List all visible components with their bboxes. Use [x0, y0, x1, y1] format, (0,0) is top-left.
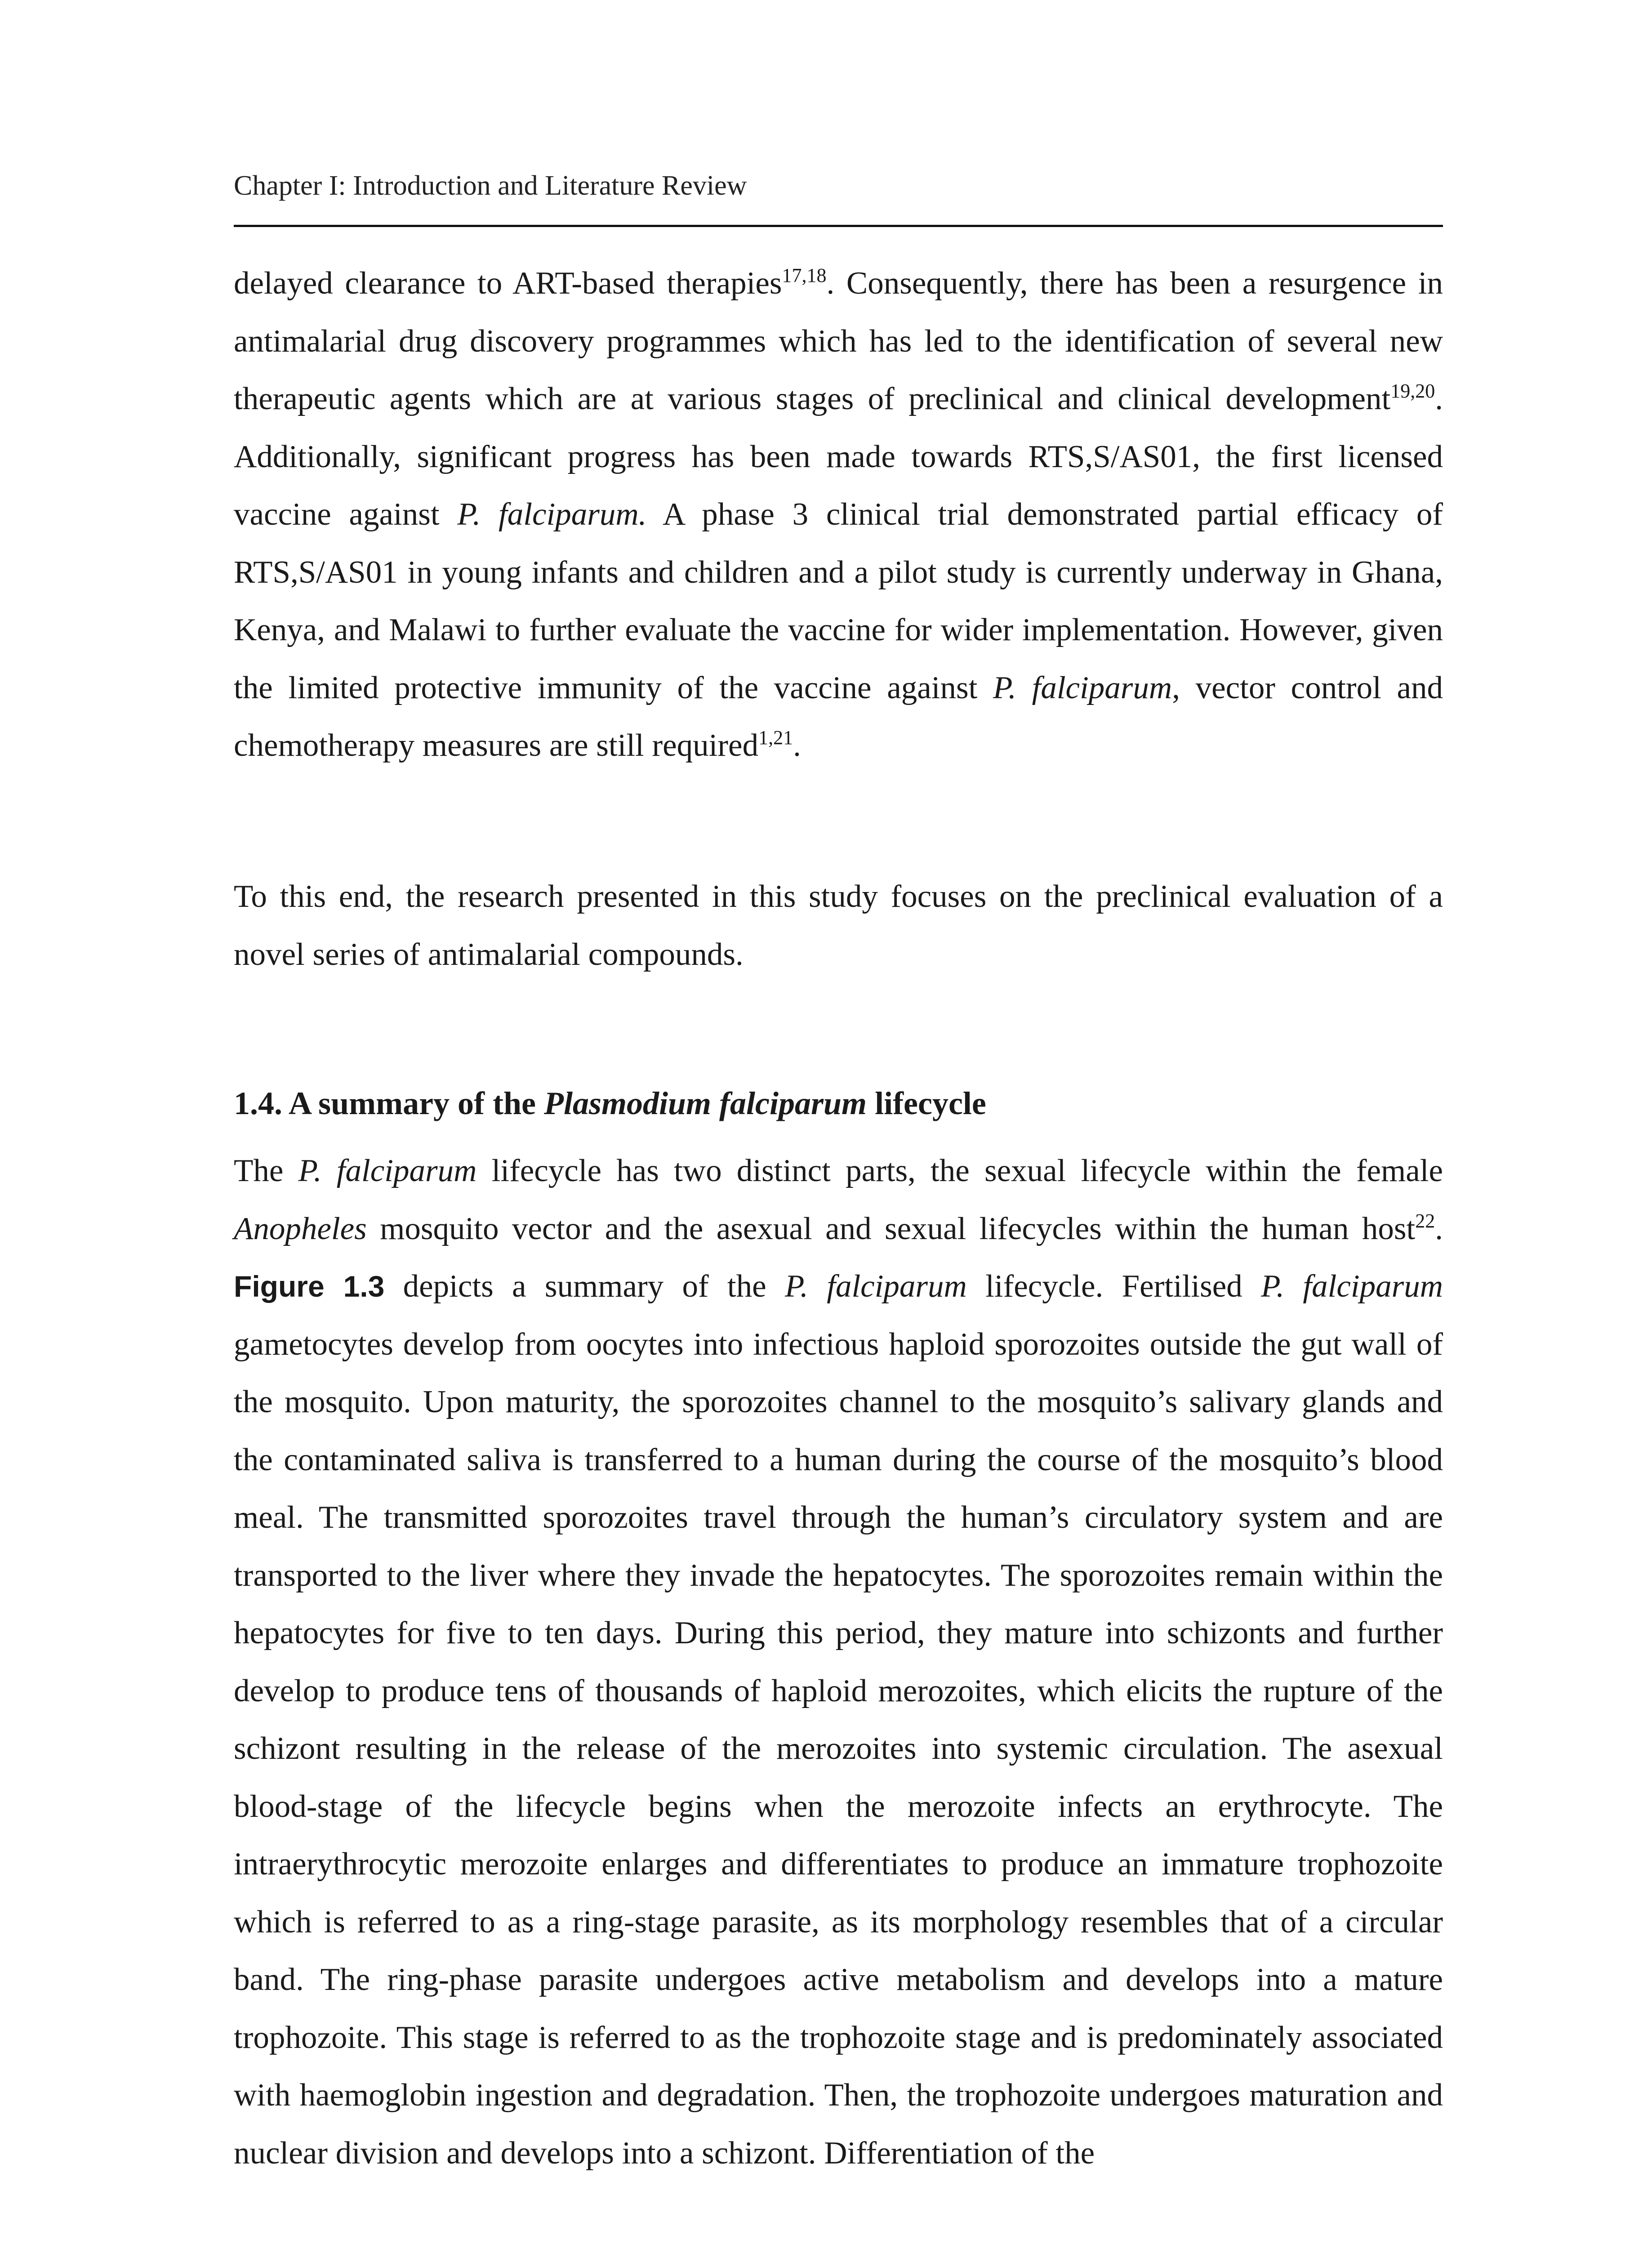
section-heading-prefix: 1.4. A summary of the [234, 1085, 544, 1121]
paragraph-text: . Consequently, there has been a resurgence in antimalarial drug discovery programmes which has led to the identification of several new therapeutic agents which are at various stages of preclinical and clinical development [234, 266, 1443, 416]
paragraph-text: gametocytes develop from oocytes into infectious haploid sporozoites outside the gut wall of the mosquito. Upon maturity, the sporozoites channel to the mosquito’s salivary glands and the contaminated saliva is transferred to a human during the course of the mosquito’s blood meal. The transmitted sporozoites travel through the human’s circulatory system and are transported to the liver where they invade the hepatocytes. The sporozoites remain within the hepatocytes for five to ten days. During this period, they mature into schizonts and further develop to produce tens of thousands of haploid merozoites, which elicits the rupture of the schizont resulting in the release of the merozoites into systemic circulation. The asexual blood-stage of the lifecycle begins when the merozoite infects an erythrocyte. The intraerythrocytic merozoite enlarges and differentiates to produce an immature trophozoite which is referred to as a ring-stage parasite, as its morphology resembles that of a circular band. The ring-phase parasite undergoes active metabolism and develops into a mature trophozoite. This stage is referred to as the trophozoite stage and is predominately associated with haemoglobin ingestion and degradation. Then, the trophozoite undergoes maturation and nuclear division and develops into a schizont. Differentiation of the [234, 1326, 1443, 2171]
species-name: P. falciparum [1261, 1269, 1443, 1304]
paragraph-research-focus: To this end, the research presented in this study focuses on the preclinical evaluation of a novel series of antimalarial compounds. [234, 879, 1443, 972]
paragraph-text: A phase 3 clinical trial demonstrated partial efficacy of RTS,S/AS01 in young infants and children and a pilot study is currently underway in Ghana, Kenya, and Malawi to further evaluate the vaccine for wider implementation. However, given the limited protective immunity of the vaccine against [234, 497, 1443, 705]
paragraph-text: mosquito vector and the asexual and sexual lifecycles within the human host [366, 1211, 1416, 1246]
species-name: P. falciparum [298, 1153, 477, 1188]
paragraph-text: depicts a summary of the [384, 1269, 785, 1304]
citation: 1,21 [758, 727, 793, 749]
section-heading-species: Plasmodium falciparum [543, 1085, 867, 1121]
citation: 19,20 [1390, 380, 1435, 402]
species-name: P. falciparum [993, 670, 1172, 705]
paragraph-drug-discovery [234, 254, 1443, 775]
paragraph-text: , vector control and chemotherapy measures are still required [234, 670, 1443, 763]
genus-name: Anopheles [234, 1211, 367, 1246]
paragraph-text: lifecycle. Fertilised [966, 1269, 1261, 1304]
citation: 17,18 [782, 264, 827, 286]
figure-reference: Figure 1.3 [234, 1270, 385, 1303]
paragraph-lifecycle [234, 1142, 1443, 2182]
paragraph-text: . [793, 728, 801, 763]
citation: 22 [1415, 1209, 1435, 1232]
paragraph-text: . Additionally, significant progress has been made towards RTS,S/AS01, the first licensed vaccine against [234, 381, 1443, 532]
paragraph-text: . [1435, 1211, 1443, 1246]
header-divider [234, 225, 1443, 227]
section-heading-suffix: lifecycle [867, 1085, 986, 1121]
paragraph-text: delayed clearance to ART-based therapies [234, 266, 782, 301]
paragraph-text: lifecycle has two distinct parts, the sexual lifecycle within the female [476, 1153, 1443, 1188]
running-header: Chapter I: Introduction and Literature Review [234, 170, 747, 201]
section-heading [234, 1075, 1443, 1132]
species-name: P. falciparum. [457, 497, 647, 532]
species-name: P. falciparum [784, 1269, 967, 1304]
paragraph-text: The [234, 1153, 298, 1188]
